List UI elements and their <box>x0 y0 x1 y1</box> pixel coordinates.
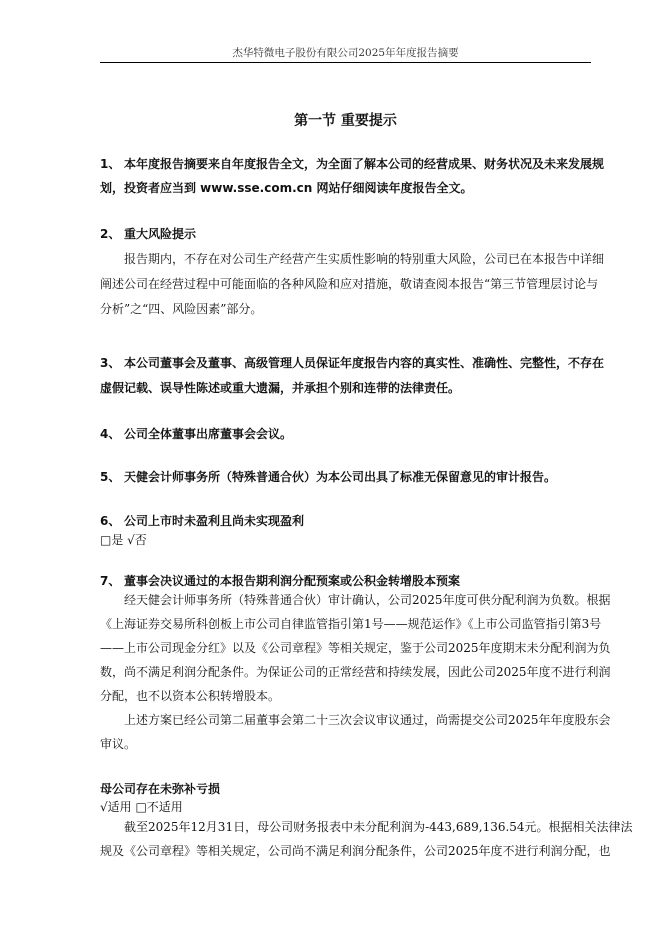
item-6-options: □是 √否 <box>100 533 147 547</box>
item-6-number: 6、 <box>100 514 121 528</box>
item-7-para-1-line-5: 分配，也不以资本公积转增股本。 <box>100 689 281 703</box>
item-2-heading <box>100 226 591 242</box>
item-7-para-2-line-2: 审议。 <box>100 737 137 751</box>
page-header: 杰华特微电子股份有限公司2025年年度报告摘要 <box>232 47 459 59</box>
item-7-para-2-line-1: 上述方案已经公司第二届董事会第二十三次会议审议通过，尚需提交公司2025年年度股东会 <box>124 713 611 727</box>
item-2-para-line-1: 报告期内，不存在对公司生产经营产生实质性影响的特别重大风险，公司已在本报告中详细 <box>124 252 605 266</box>
header-divider <box>100 62 591 63</box>
item-8-options: √适用 □不适用 <box>100 800 183 814</box>
item-5 <box>100 469 591 485</box>
item-7-heading-text: 董事会决议通过的本报告期利润分配预案或公积金转增股本预案 <box>124 574 461 588</box>
item-8-heading: 母公司存在未弥补亏损 <box>100 782 221 796</box>
item-7-para-1-line-2: 《上海证券交易所科创板上市公司自律监管指引第1号——规范运作》《上市公司监管指引第3号 <box>100 617 602 631</box>
item-7-number: 7、 <box>100 574 121 588</box>
item-1-number: 1、 <box>100 157 121 171</box>
item-6-heading <box>100 513 591 529</box>
section-title: 第一节 重要提示 <box>294 113 397 129</box>
item-3-text-1: 本公司董事会及董事、高级管理人员保证年度报告内容的真实性、准确性、完整性，不存在 <box>124 356 605 370</box>
item-4 <box>100 426 591 442</box>
item-5-text: 天健会计师事务所（特殊普通合伙）为本公司出具了标准无保留意见的审计报告。 <box>124 470 557 484</box>
item-3-line-1 <box>100 355 605 371</box>
item-7-para-1-line-3: ——上市公司现金分红》以及《公司章程》等相关规定，鉴于公司2025年度期末未分配利润为负 <box>100 641 611 655</box>
item-2-heading-text: 重大风险提示 <box>124 227 197 241</box>
item-2-para-line-2: 阐述公司在经营过程中可能面临的各种风险和应对措施，敬请查阅本报告“第三节管理层讨论与 <box>100 277 599 291</box>
item-7-para-1-line-1: 经天健会计师事务所（特殊普通合伙）审计确认，公司2025年度可供分配利润为负数。根据 <box>124 593 611 607</box>
item-7-heading <box>100 573 591 589</box>
item-4-text: 公司全体董事出席董事会会议。 <box>124 427 293 441</box>
item-4-number: 4、 <box>100 427 121 441</box>
item-6-heading-text: 公司上市时未盈利且尚未实现盈利 <box>124 514 305 528</box>
item-8-para-line-2: 规及《公司章程》等相关规定，公司尚不满足利润分配条件，公司2025年度不进行利润分配，也 <box>100 844 611 858</box>
item-5-number: 5、 <box>100 470 121 484</box>
item-2-para-line-3: 分析”之“四、风险因素”部分。 <box>100 302 263 316</box>
item-7-para-1-line-4: 数，尚不满足利润分配条件。为保证公司的正常经营和持续发展，因此公司2025年度不进行利润 <box>100 665 611 679</box>
item-3-number: 3、 <box>100 356 121 370</box>
item-3-line-2: 虚假记载、误导性陈述或重大遗漏，并承担个别和连带的法律责任。 <box>100 381 461 395</box>
item-1-line-1 <box>100 156 605 172</box>
item-1-text-1: 本年度报告摘要来自年度报告全文，为全面了解本公司的经营成果、财务状况及未来发展规 <box>124 157 605 171</box>
item-2-number: 2、 <box>100 227 121 241</box>
item-8-para-line-1: 截至2025年12月31日，母公司财务报表中未分配利润为-443,689,136.54元。根据相关法律法 <box>124 820 633 834</box>
item-1-line-2: 划，投资者应当到 www.sse.com.cn 网站仔细阅读年度报告全文。 <box>100 181 473 195</box>
